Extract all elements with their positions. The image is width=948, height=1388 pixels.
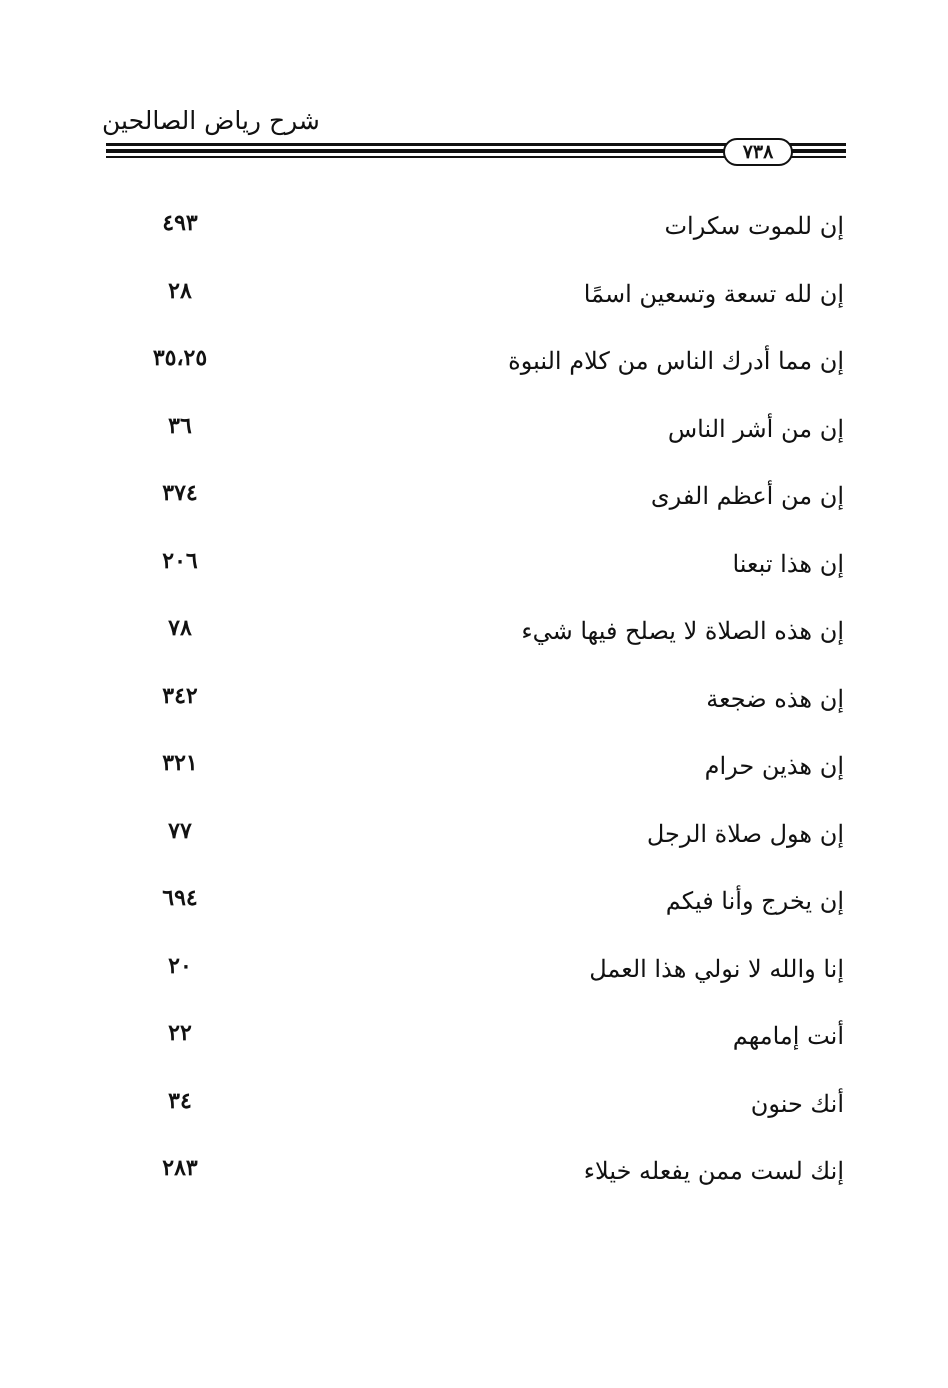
- entry-pages: ٣٤: [168, 1087, 192, 1114]
- entry-text: إن مما أدرك الناس من كلام النبوة: [508, 347, 844, 375]
- list-item: [0, 1074, 948, 1142]
- list-item: [0, 1006, 948, 1074]
- entry-text: إنك لست ممن يفعله خيلاء: [583, 1157, 844, 1185]
- list-item: [0, 196, 948, 264]
- index-list: [0, 196, 948, 1209]
- list-item: [0, 669, 948, 737]
- entry-text: أنك حنون: [750, 1089, 844, 1118]
- entry-text: إن يخرج وأنا فيكم: [665, 887, 844, 915]
- entry-pages: ٦٩٤: [162, 885, 198, 911]
- entry-pages: ٣٤٢: [162, 682, 198, 709]
- entry-text: إن هذا تبعنا: [732, 549, 844, 578]
- entry-pages: ٢٨٣: [162, 1155, 198, 1181]
- list-item: [0, 939, 948, 1007]
- entry-pages: ٢٨: [168, 277, 192, 304]
- entry-text: إن من أشر الناس: [667, 414, 844, 443]
- entry-text: إنا والله لا نولي هذا العمل: [589, 954, 844, 983]
- list-item: [0, 466, 948, 534]
- entry-pages: ٧٧: [168, 817, 192, 844]
- list-item: [0, 331, 948, 399]
- entry-pages: ٢٠٦: [162, 547, 198, 574]
- list-item: [0, 736, 948, 804]
- list-item: [0, 1141, 948, 1209]
- entry-pages: ٣٧٤: [162, 480, 198, 506]
- list-item: [0, 601, 948, 669]
- entry-pages: ٣٥،٢٥: [152, 345, 208, 371]
- entry-text: إن لله تسعة وتسعين اسمًا: [583, 279, 844, 308]
- entry-text: إن من أعظم الفرى: [650, 482, 844, 510]
- list-item: [0, 804, 948, 872]
- running-title: شرح رياض الصالحين: [102, 106, 320, 135]
- list-item: [0, 264, 948, 332]
- entry-pages: ٢٠: [168, 952, 192, 979]
- entry-text: إن هذين حرام: [704, 752, 844, 780]
- entry-pages: ٣٢١: [162, 750, 198, 776]
- entry-text: إن هول صلاة الرجل: [646, 819, 844, 848]
- entry-pages: ٢٢: [168, 1020, 192, 1046]
- list-item: [0, 399, 948, 467]
- entry-pages: ٣٦: [168, 412, 192, 439]
- entry-text: إن هذه ضجعة: [706, 684, 844, 713]
- list-item: [0, 534, 948, 602]
- entry-text: إن هذه الصلاة لا يصلح فيها شيء: [521, 617, 844, 645]
- entry-pages: ٤٩٣: [162, 210, 198, 236]
- entry-text: أنت إمامهم: [732, 1022, 844, 1050]
- header-rule: [106, 138, 846, 164]
- entry-pages: ٧٨: [168, 615, 192, 641]
- entry-text: إن للموت سكرات: [664, 212, 844, 240]
- list-item: [0, 871, 948, 939]
- page-number-badge: ٧٣٨: [723, 138, 793, 166]
